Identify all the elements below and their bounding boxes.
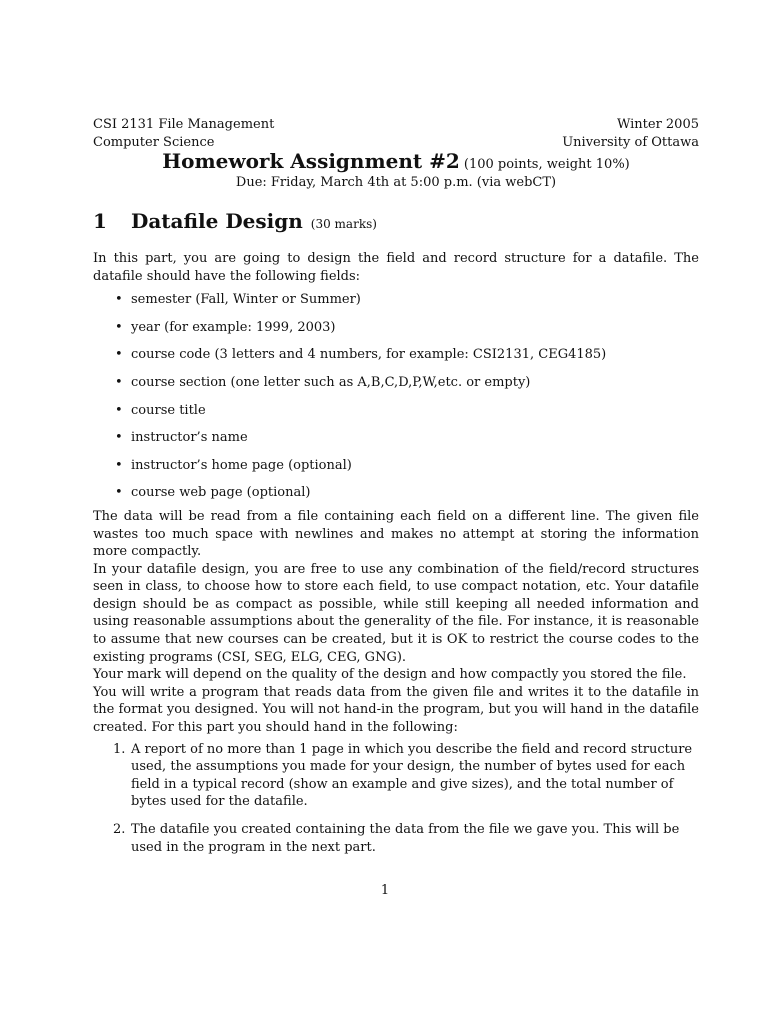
document-page	[93, 116, 699, 866]
title-line	[93, 149, 699, 174]
item-number: 2.	[113, 822, 126, 837]
bullet-icon: •	[115, 430, 123, 446]
item-number: 1.	[113, 741, 126, 757]
bullet-icon: •	[115, 485, 123, 501]
bullet-icon: •	[115, 319, 123, 335]
intro-paragraph: In this part, you are going to design the field and record structure for a datafile. The datafile should have the following fields:	[93, 250, 699, 284]
section-marks: (30 marks)	[310, 217, 377, 232]
page-number: 1	[380, 883, 390, 898]
list-item: • instructor’s name	[115, 430, 248, 446]
paragraph: Your mark will depend on the quality of the design and how compactly you stored the file.	[93, 667, 687, 683]
list-item: • course web page (optional)	[115, 485, 311, 501]
bullet-icon: •	[115, 457, 123, 473]
list-item: • year (for example: 1999, 2003)	[115, 319, 336, 335]
due-date: Due: Friday, March 4th at 5:00 p.m. (via webCT)	[235, 174, 557, 190]
list-item: • course code (3 letters and 4 numbers, for example: CSI2131, CEG4185)	[115, 347, 607, 363]
header-row-1	[93, 116, 699, 134]
term: Winter 2005	[616, 117, 699, 132]
department: Computer Science	[93, 134, 215, 150]
bullet-icon: •	[115, 292, 123, 308]
paragraph: The data will be read from a file containing each field on a different line. The given file wastes too much space with newlines and makes no attempt at storing the information more compactly.	[93, 508, 699, 560]
bullet-icon: •	[115, 374, 123, 390]
paragraph: You will write a program that reads data from the given file and writes it to the datafile in the format you designed. You will not hand-in the program, but you will hand in the datafile created. For this part you should hand in the following:	[93, 684, 699, 736]
paragraph: In your datafile design, you are free to use any combination of the field/record structures seen in class, to choose how to store each field, to use compact notation, etc. Your datafile design should be as compact as possible, while still keeping all needed information and using reasonable assumptions about the generality of the file. For instance, it is reasonable to assume that new courses can be created, but it is OK to restrict the course codes to the existing programs (CSI, SEG, ELG, CEG, GNG).	[93, 561, 699, 665]
bullet-icon: •	[115, 347, 123, 363]
list-item: • course section (one letter such as A,B,C,D,P,W,etc. or empty)	[115, 374, 531, 390]
university: University of Ottawa	[562, 134, 699, 150]
list-item: • instructor’s home page (optional)	[115, 457, 352, 473]
item-text: A report of no more than 1 page in which you describe the field and record structure used, the assumptions you made for your design, the number of bytes used for each field in a typical record (show an example and give sizes), and the total number of bytes used for the datafile.	[131, 741, 693, 810]
list-item: • semester (Fall, Winter or Summer)	[115, 292, 361, 308]
course-name: CSI 2131 File Management	[93, 117, 275, 132]
page-title: Homework Assignment #2	[162, 149, 460, 174]
list-item: • course title	[115, 402, 206, 418]
handin-list	[93, 741, 699, 857]
field-list	[93, 291, 699, 502]
item-text: The datafile you created containing the data from the file we gave you. This will be used in the program in the next part.	[131, 822, 680, 855]
list-item	[113, 821, 699, 856]
section-title: Datafile Design	[131, 209, 303, 234]
list-item	[113, 741, 699, 811]
section-heading	[93, 209, 699, 234]
title-note: (100 points, weight 10%)	[463, 157, 630, 173]
bullet-icon: •	[115, 402, 123, 418]
section-number: 1	[93, 209, 107, 234]
